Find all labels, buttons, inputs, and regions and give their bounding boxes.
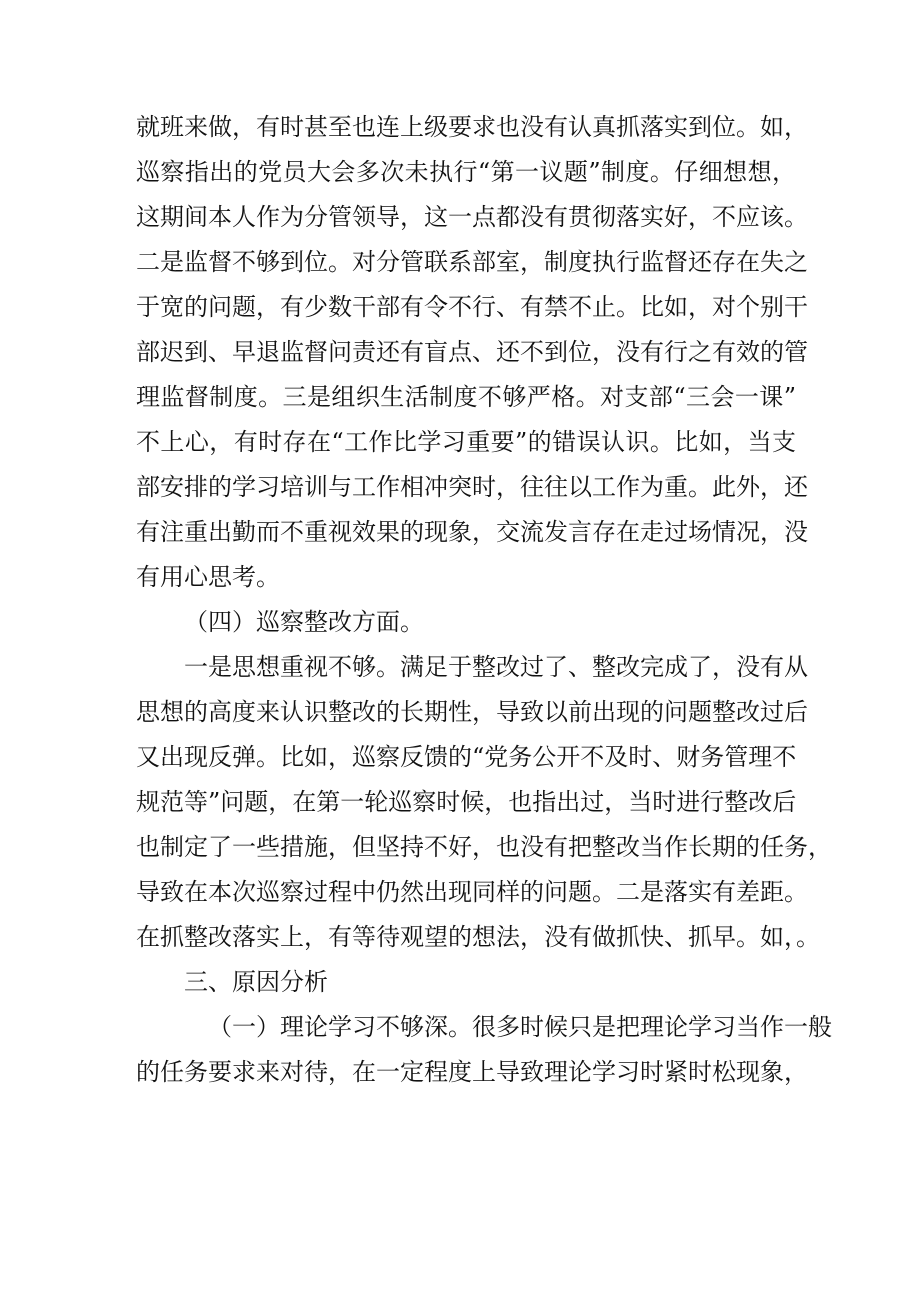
text-line: 也制定了一些措施，但坚持不好，也没有把整改当作长期的任务， bbox=[136, 833, 832, 861]
text-line: 这期间本人作为分管领导，这一点都没有贯彻落实好，不应该。 bbox=[136, 203, 808, 231]
text-line: 有用心思考。 bbox=[136, 563, 280, 591]
text-line: 二是监督不够到位。对分管联系部室，制度执行监督还存在失之 bbox=[136, 248, 808, 276]
text-line: 巡察指出的党员大会多次未执行“第一议题”制度。仔细想想， bbox=[136, 158, 796, 186]
text-line: 思想的高度来认识整改的长期性，导致以前出现的问题整改过后 bbox=[136, 698, 808, 726]
text-line: 理监督制度。三是组织生活制度不够严格。对支部“三会一课” bbox=[136, 383, 796, 411]
document-body bbox=[136, 105, 832, 1095]
section-heading: （四）巡察整改方面。 bbox=[184, 608, 424, 636]
text-line: 不上心，有时存在“工作比学习重要”的错误认识。比如，当支 bbox=[136, 428, 796, 456]
text-line: 又出现反弹。比如，巡察反馈的“党务公开不及时、财务管理不 bbox=[136, 743, 797, 771]
paragraph-first-line: （一）理论学习不够深。很多时候只是把理论学习当作一般 bbox=[208, 1013, 832, 1041]
text-line: 导致在本次巡察过程中仍然出现同样的问题。二是落实有差距。 bbox=[136, 878, 808, 906]
text-line: 于宽的问题，有少数干部有令不行、有禁不止。比如，对个别干 bbox=[136, 293, 808, 321]
paragraph-first-line: 一是思想重视不够。满足于整改过了、整改完成了，没有从 bbox=[184, 653, 808, 681]
text-line: 部安排的学习培训与工作相冲突时，往往以工作为重。此外，还 bbox=[136, 473, 808, 501]
text-line: 就班来做，有时甚至也连上级要求也没有认真抓落实到位。如， bbox=[136, 113, 808, 141]
text-line: 的任务要求来对待，在一定程度上导致理论学习时紧时松现象， bbox=[136, 1058, 808, 1086]
chapter-heading: 三、原因分析 bbox=[184, 968, 328, 996]
text-line: 部迟到、早退监督问责还有盲点、还不到位，没有行之有效的管 bbox=[136, 338, 808, 366]
text-line: 规范等”问题，在第一轮巡察时候，也指出过，当时进行整改后 bbox=[136, 788, 797, 816]
text-line: 在抓整改落实上，有等待观望的想法，没有做抓快、抓早。如，。 bbox=[136, 923, 820, 951]
text-line: 有注重出勤而不重视效果的现象，交流发言存在走过场情况，没 bbox=[136, 518, 808, 546]
